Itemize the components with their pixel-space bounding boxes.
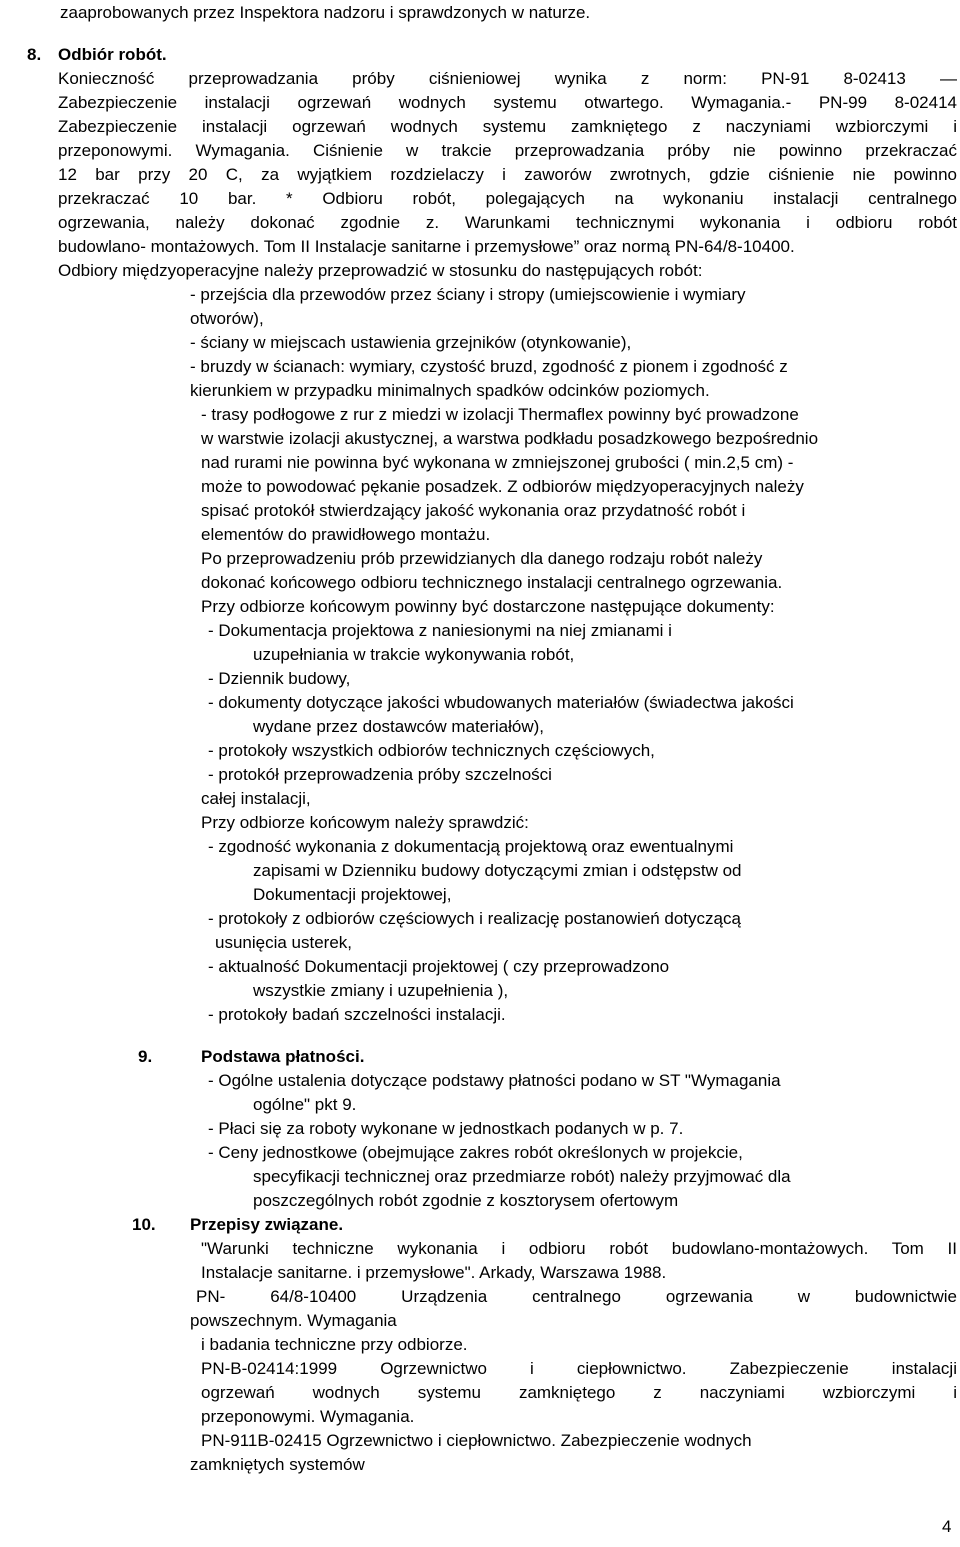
list-item: Przy odbiorze końcowym należy sprawdzić: xyxy=(201,813,529,832)
reference-line: PN-911B-02415 Ogrzewnictwo i ciepłownictwo. Zabezpieczenie wodnych xyxy=(201,1431,752,1450)
reference-line: i badania techniczne przy odbiorze. xyxy=(201,1335,468,1354)
page-number: 4 xyxy=(942,1517,952,1536)
list-item: - Ogólne ustalenia dotyczące podstawy płatności podano w ST "Wymagania xyxy=(208,1071,781,1090)
list-item: nad rurami nie powinna być wykonana w zmniejszonej grubości ( min.2,5 cm) - xyxy=(201,453,794,472)
list-item: wszystkie zmiany i uzupełnienia ), xyxy=(253,981,509,1000)
list-item: - zgodność wykonania z dokumentacją projektową oraz ewentualnymi xyxy=(208,837,734,856)
list-item: kierunkiem w przypadku minimalnych spadków odcinków poziomych. xyxy=(190,381,710,400)
list-item: - protokoły z odbiorów częściowych i realizację postanowień dotyczącą xyxy=(208,909,741,928)
para-line: 12 bar przy 20 C, za wyjątkiem rozdzielaczy i zaworów zwrotnych, gdzie ciśnienie nie powinno xyxy=(58,165,957,184)
reference-line: Instalacje sanitarne. i przemysłowe". Arkady, Warszawa 1988. xyxy=(201,1263,667,1282)
list-item: uzupełniania w trakcie wykonywania robót, xyxy=(253,645,575,664)
list-item: ogólne" pkt 9. xyxy=(253,1095,357,1114)
para-line: przeponowymi. Wymagania. Ciśnienie w trakcie przeprowadzania próby nie powinno przekraczać xyxy=(58,141,957,160)
list-item: Dokumentacji projektowej, xyxy=(253,885,452,904)
list-item: - protokół przeprowadzenia próby szczelności xyxy=(208,765,552,784)
list-item: - Ceny jednostkowe (obejmujące zakres robót określonych w projekcie, xyxy=(208,1143,743,1162)
para-line: przekraczać 10 bar. * Odbioru robót, polegających na wykonaniu instalacji centralnego xyxy=(58,189,957,208)
list-item: - protokoły badań szczelności instalacji. xyxy=(208,1005,506,1024)
section-10-title: Przepisy związane. xyxy=(190,1215,344,1234)
section-9-number: 9. xyxy=(138,1047,153,1066)
para-line: budowlano- montażowych. Tom II Instalacje sanitarne i przemysłowe” oraz normą PN-64/8-10400. xyxy=(58,237,795,256)
reference-line: "Warunki techniczne wykonania i odbioru robót budowlano-montażowych. Tom II xyxy=(201,1239,957,1258)
list-item: - trasy podłogowe z rur z miedzi w izolacji Thermaflex powinny być prowadzone xyxy=(201,405,799,424)
list-item: całej instalacji, xyxy=(201,789,311,808)
reference-line: powszechnym. Wymagania xyxy=(190,1311,397,1330)
list-item: Po przeprowadzeniu prób przewidzianych dla danego rodzaju robót należy xyxy=(201,549,763,568)
para-line: Odbiory międzyoperacyjne należy przeprowadzić w stosunku do następujących robót: xyxy=(58,261,703,280)
para-line: ogrzewania, należy dokonać zgodnie z. Warunkami technicznymi wykonania i odbioru robót xyxy=(58,213,957,232)
list-item: w warstwie izolacji akustycznej, a warstwa podkładu posadzkowego bezpośrednio xyxy=(201,429,819,448)
list-item: spisać protokół stwierdzający jakość wykonania oraz przydatność robót i xyxy=(201,501,746,520)
section-9-title: Podstawa płatności. xyxy=(201,1047,365,1066)
section-10-number: 10. xyxy=(132,1215,156,1234)
reference-line: PN- 64/8-10400 Urządzenia centralnego ogrzewania w budownictwie xyxy=(196,1287,957,1306)
list-item: wydane przez dostawców materiałów), xyxy=(253,717,545,736)
list-item: - przejścia dla przewodów przez ściany i stropy (umiejscowienie i wymiary xyxy=(190,285,746,304)
list-item: Przy odbiorze końcowym powinny być dostarczone następujące dokumenty: xyxy=(201,597,775,616)
reference-line: ogrzewań wodnych systemu zamkniętego z naczyniami wzbiorczymi i xyxy=(201,1383,957,1402)
list-item: może to powodować pękanie posadzek. Z odbiorów międzyoperacyjnych należy xyxy=(201,477,804,496)
para-line: Zabezpieczenie instalacji ogrzewań wodnych systemu zamkniętego z naczyniami wzbiorczymi i xyxy=(58,117,957,136)
list-item: - Dokumentacja projektowa z naniesionymi na niej zmianami i xyxy=(208,621,672,640)
list-item: elementów do prawidłowego montażu. xyxy=(201,525,491,544)
section-8-title: Odbiór robót. xyxy=(58,45,167,64)
list-item: - Płaci się za roboty wykonane w jednostkach podanych w p. 7. xyxy=(208,1119,684,1138)
list-item: - bruzdy w ścianach: wymiary, czystość bruzd, zgodność z pionem i zgodność z xyxy=(190,357,788,376)
section-8-number: 8. xyxy=(27,45,42,64)
list-item: - Dziennik budowy, xyxy=(208,669,351,688)
reference-line: przeponowymi. Wymagania. xyxy=(201,1407,415,1426)
reference-line: zamkniętych systemów xyxy=(190,1455,365,1474)
list-item: - aktualność Dokumentacji projektowej ( czy przeprowadzono xyxy=(208,957,670,976)
list-item: poszczególnych robót zgodnie z kosztorysem ofertowym xyxy=(253,1191,679,1210)
reference-line: PN-B-02414:1999 Ogrzewnictwo i ciepłownictwo. Zabezpieczenie instalacji xyxy=(201,1359,957,1378)
intro-text: zaaprobowanych przez Inspektora nadzoru i sprawdzonych w naturze. xyxy=(60,3,591,22)
list-item: dokonać końcowego odbioru technicznego instalacji centralnego ogrzewania. xyxy=(201,573,783,592)
list-item: otworów), xyxy=(190,309,264,328)
list-item: - ściany w miejscach ustawienia grzejników (otynkowanie), xyxy=(190,333,632,352)
list-item: - protokoły wszystkich odbiorów technicznych częściowych, xyxy=(208,741,655,760)
para-line: Konieczność przeprowadzania próby ciśnieniowej wynika z norm: PN-91 8-02413 — xyxy=(58,69,957,88)
list-item: specyfikacji technicznej oraz przedmiarze robót) należy przyjmować dla xyxy=(253,1167,791,1186)
para-line: Zabezpieczenie instalacji ogrzewań wodnych systemu otwartego. Wymagania.- PN-99 8-02414 xyxy=(58,93,957,112)
list-item: usunięcia usterek, xyxy=(215,933,353,952)
list-item: - dokumenty dotyczące jakości wbudowanych materiałów (świadectwa jakości xyxy=(208,693,794,712)
list-item: zapisami w Dzienniku budowy dotyczącymi zmian i odstępstw od xyxy=(253,861,742,880)
